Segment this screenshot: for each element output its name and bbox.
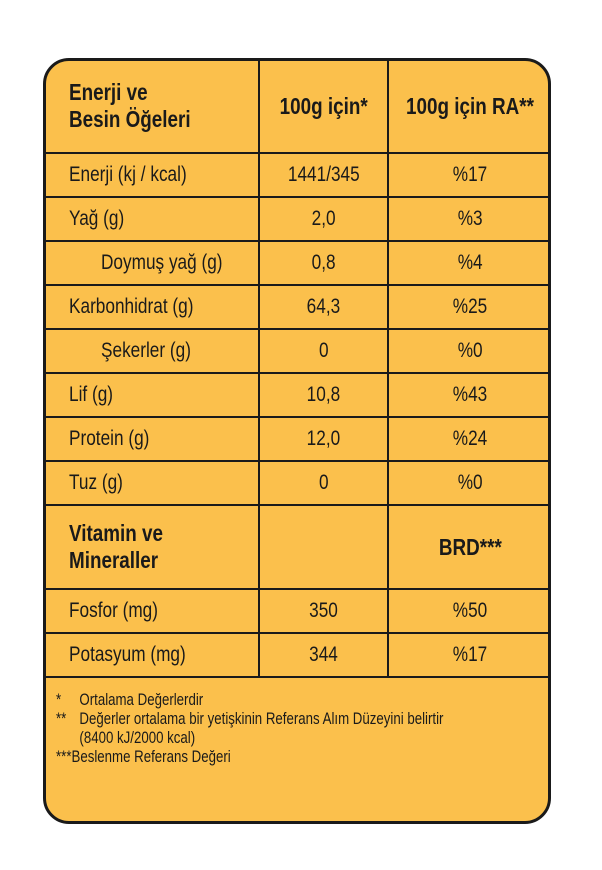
table-row [44, 329, 551, 373]
row-ra: %0 [388, 461, 551, 505]
nutrition-table [43, 58, 551, 766]
vitamin-header-row [44, 505, 551, 589]
row-ra: %17 [388, 153, 551, 197]
footnote: * Ortalama Değerlerdir [56, 690, 204, 709]
row-name: Fosfor (mg) [44, 589, 259, 633]
row-ra: %0 [388, 329, 551, 373]
header-nutrients-line1: Enerji ve [69, 79, 148, 105]
table-row [44, 285, 551, 329]
row-per100: 0 [259, 461, 388, 505]
row-ra: %3 [388, 197, 551, 241]
row-ra: %25 [388, 285, 551, 329]
header-vitamins-empty [259, 505, 388, 589]
row-ra: %24 [388, 417, 551, 461]
row-name: Protein (g) [44, 417, 259, 461]
header-per-100g-ra: 100g için RA** [388, 59, 551, 153]
row-name: Lif (g) [44, 373, 259, 417]
row-per100: 344 [259, 633, 388, 677]
row-per100: 10,8 [259, 373, 388, 417]
row-name: Enerji (kj / kcal) [44, 153, 259, 197]
header-vitamins [44, 505, 259, 589]
row-per100: 350 [259, 589, 388, 633]
row-name: Tuz (g) [44, 461, 259, 505]
header-vitamins-line1: Vitamin ve [69, 520, 164, 546]
table-row [44, 153, 551, 197]
header-per-100g: 100g için* [259, 59, 388, 153]
header-vitamins-line2: Mineraller [69, 547, 159, 573]
header-brd: BRD*** [388, 505, 551, 589]
row-per100: 0,8 [259, 241, 388, 285]
row-ra: %43 [388, 373, 551, 417]
row-name: Yağ (g) [44, 197, 259, 241]
table-header-row [44, 59, 551, 153]
row-name: Karbonhidrat (g) [44, 285, 259, 329]
row-per100: 2,0 [259, 197, 388, 241]
row-name: Doymuş yağ (g) [44, 241, 259, 285]
header-nutrients [44, 59, 259, 153]
row-ra: %17 [388, 633, 551, 677]
table-row [44, 373, 551, 417]
row-per100: 0 [259, 329, 388, 373]
header-nutrients-line2: Besin Öğeleri [69, 106, 191, 132]
row-name: Şekerler (g) [44, 329, 259, 373]
table-row [44, 461, 551, 505]
footnote: ** Değerler ortalama bir yetişkinin Referans Alım Düzeyini belirtir [56, 709, 444, 728]
table-row [44, 417, 551, 461]
footnote: (8400 kJ/2000 kcal) [79, 728, 196, 747]
table-row [44, 197, 551, 241]
row-ra: %50 [388, 589, 551, 633]
row-name: Potasyum (mg) [44, 633, 259, 677]
table-row [44, 633, 551, 677]
row-per100: 12,0 [259, 417, 388, 461]
table-row [44, 241, 551, 285]
row-ra: %4 [388, 241, 551, 285]
footnotes [44, 677, 551, 766]
footnote: ***Beslenme Referans Değeri [56, 747, 231, 766]
nutrition-facts-panel [43, 58, 551, 824]
row-per100: 1441/345 [259, 153, 388, 197]
row-per100: 64,3 [259, 285, 388, 329]
footnotes-row [44, 677, 551, 766]
table-row [44, 589, 551, 633]
